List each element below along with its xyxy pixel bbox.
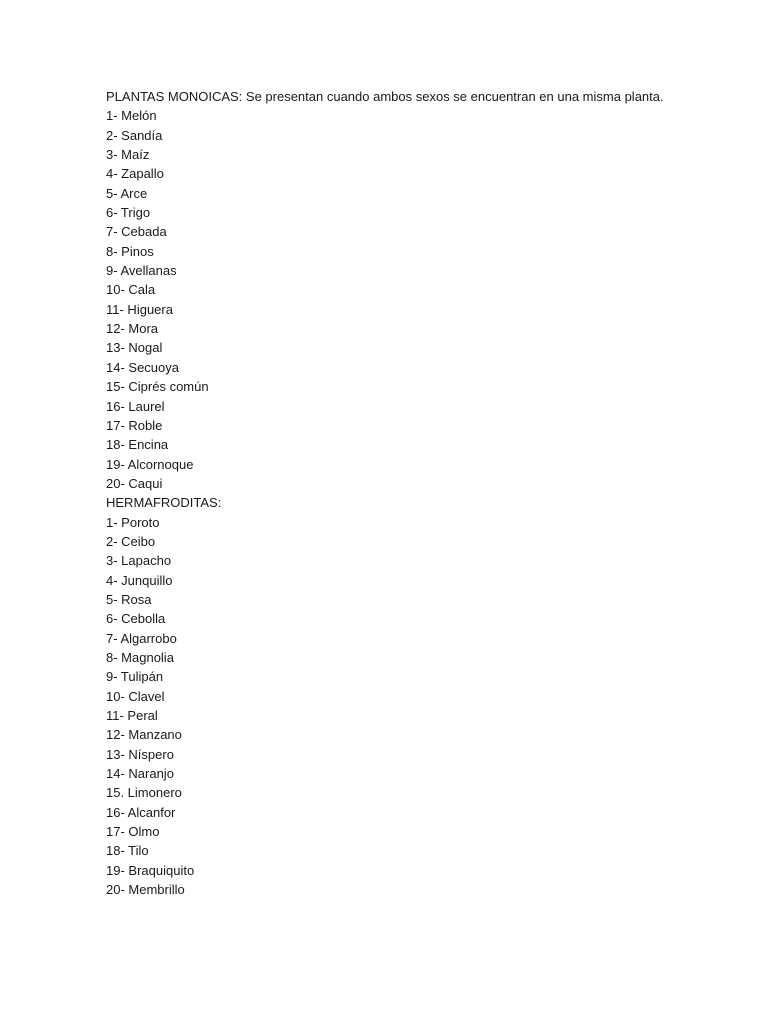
list-item: 13- Nogal [106, 340, 163, 356]
list-item: 9- Avellanas [106, 263, 177, 279]
list-item: 13- Níspero [106, 746, 174, 762]
list-item: 4- Junquillo [106, 572, 173, 588]
list-item: 9- Tulipán [106, 669, 164, 685]
list-item: 16- Laurel [106, 398, 165, 414]
list-item: 18- Tilo [106, 843, 149, 859]
list-item: 12- Manzano [106, 727, 182, 743]
list-item: 8- Magnolia [106, 649, 174, 665]
list-item: 1- Poroto [106, 514, 160, 530]
list-item: 6- Trigo [106, 205, 151, 221]
list-item: 7- Algarrobo [106, 630, 177, 646]
list-item: 17- Roble [106, 417, 163, 433]
list-item: 14- Secuoya [106, 359, 179, 375]
list-item: 10- Cala [106, 282, 156, 298]
list-item: 8- Pinos [106, 243, 154, 259]
section-heading-monoicas: PLANTAS MONOICAS: Se presentan cuando ambos sexos se encuentran en una misma planta. [106, 89, 664, 104]
list-item: 3- Maíz [106, 147, 150, 163]
list-item: 11- Higuera [106, 301, 173, 317]
list-item: 7- Cebada [106, 224, 167, 240]
list-item: 16- Alcanfor [106, 804, 176, 820]
list-item: 1- Melón [106, 108, 157, 124]
document-page [106, 87, 726, 899]
list-item: 10- Clavel [106, 688, 165, 704]
list-item: 2- Ceibo [106, 533, 156, 549]
list-item: 2- Sandía [106, 127, 163, 143]
list-item: 4- Zapallo [106, 166, 164, 182]
list-item: 12- Mora [106, 321, 159, 337]
list-item: 5- Arce [106, 185, 148, 201]
list-item: 14- Naranjo [106, 766, 174, 782]
list-item: 6- Cebolla [106, 611, 166, 627]
list-item: 19- Braquiquito [106, 862, 195, 878]
list-item: 3- Lapacho [106, 553, 172, 569]
section-heading-hermafroditas: HERMAFRODITAS: [106, 495, 222, 511]
list-item: 15- Ciprés común [106, 379, 209, 395]
list-item: 17- Olmo [106, 824, 160, 840]
list-item: 11- Peral [106, 708, 158, 723]
list-item: 15. Limonero [106, 785, 182, 801]
list-hermafroditas [106, 513, 726, 900]
list-item: 18- Encina [106, 437, 169, 453]
list-item: 20- Membrillo [106, 882, 185, 898]
list-item: 19- Alcornoque [106, 456, 194, 472]
list-item: 5- Rosa [106, 591, 152, 607]
list-item: 20- Caqui [106, 475, 163, 491]
list-monoicas [106, 106, 726, 493]
